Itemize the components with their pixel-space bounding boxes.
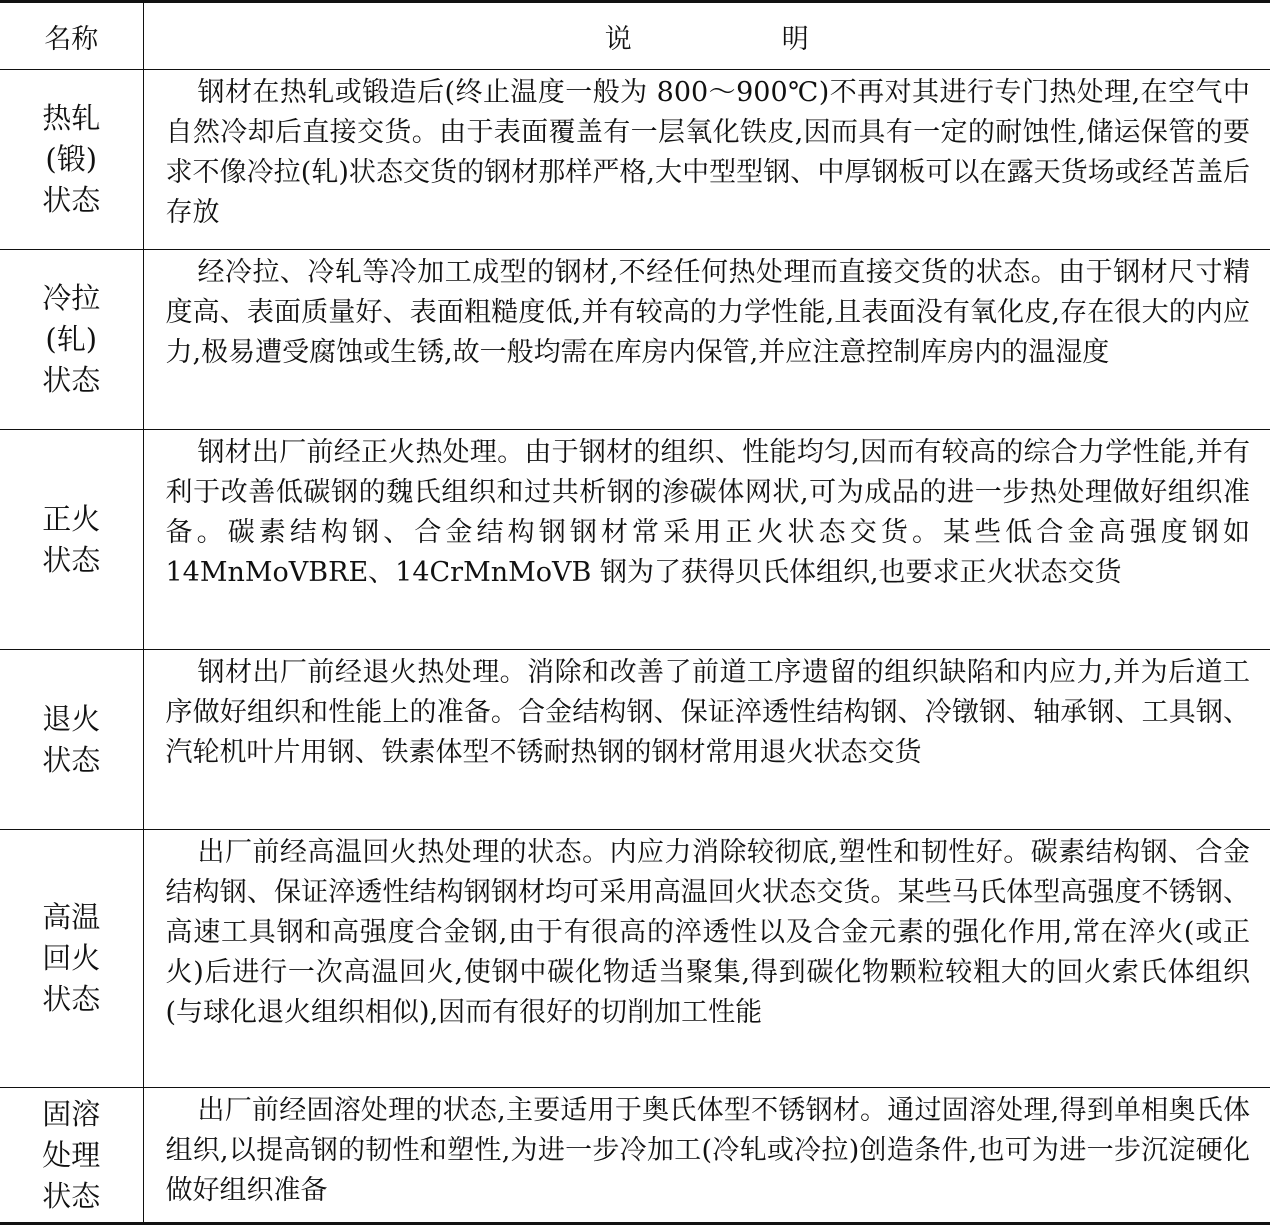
state-name-line: 状态 <box>42 542 101 577</box>
state-name-cell <box>0 70 143 250</box>
state-name-cell <box>0 250 143 430</box>
state-description-text: 出厂前经固溶处理的状态,主要适用于奥氏体型不锈钢材。通过固溶处理,得到单相奥氏体组织,以提高钢的韧性和塑性,为进一步冷加工(冷轧或冷拉)创造条件,也可为进一步沉淀硬化做好组织准备 <box>165 1095 1250 1206</box>
state-name-cell <box>0 430 143 650</box>
state-name-line: 回火 <box>42 941 101 975</box>
table-row <box>0 650 1270 830</box>
delivery-state-table <box>0 3 1270 1222</box>
state-name-line: 固溶 <box>42 1096 101 1131</box>
state-name-line: 高温 <box>42 900 101 934</box>
table-row <box>0 830 1270 1088</box>
table-row <box>0 70 1270 250</box>
state-description-text: 钢材出厂前经退火热处理。消除和改善了前道工序遗留的组织缺陷和内应力,并为后道工序做好组织和性能上的准备。合金结构钢、保证淬透性结构钢、冷镦钢、轴承钢、工具钢、汽轮机叶片用钢、铁素体型不锈耐热钢的钢材常用退火状态交货 <box>165 657 1250 768</box>
state-description-cell <box>143 650 1270 830</box>
state-description-text: 出厂前经高温回火热处理的状态。内应力消除较彻底,塑性和韧性好。碳素结构钢、合金结构钢、保证淬透性结构钢钢材均可采用高温回火状态交货。某些马氏体型高强度不锈钢、高速工具钢和高强度合金钢,由于有很高的淬透性以及合金元素的强化作用,常在淬火(或正火)后进行一次高温回火,使钢中碳化物适当聚集,得到碳化物颗粒较粗大的回火索氏体组织(与球化退火组织相似),因而有很好的切削加工性能 <box>165 837 1250 1028</box>
state-name-line: 状态 <box>42 742 101 777</box>
state-name-cell <box>0 1088 143 1223</box>
state-name-line: 退火 <box>42 701 101 736</box>
table-row <box>0 250 1270 430</box>
table-row <box>0 1088 1270 1223</box>
column-header-description-label: 说明 <box>604 23 959 55</box>
state-description-text: 钢材在热轧或锻造后(终止温度一般为 800～900℃)不再对其进行专门热处理,在空气中自然冷却后直接交货。由于表面覆盖有一层氧化铁皮,因而具有一定的耐蚀性,储运保管的要求不像冷拉(轧)状态交货的钢材那样严格,大中型型钢、中厚钢板可以在露天货场或经苫盖后存放 <box>165 77 1250 228</box>
state-name-line: 热轧 <box>42 101 101 135</box>
state-name-line: 状态 <box>42 982 101 1016</box>
state-name-cell <box>0 650 143 830</box>
state-name-line: 状态 <box>42 363 101 397</box>
column-header-name <box>0 3 143 70</box>
table-header-row <box>0 3 1270 70</box>
state-description-cell <box>143 70 1270 250</box>
state-name-line: 状态 <box>42 183 101 217</box>
state-name-line: 冷拉 <box>42 281 101 315</box>
state-description-cell <box>143 1088 1270 1223</box>
state-name-line: (锻) <box>45 142 98 176</box>
state-name-line: 正火 <box>42 501 101 536</box>
state-name-line: (轧) <box>45 322 98 356</box>
state-description-text: 经冷拉、冷轧等冷加工成型的钢材,不经任何热处理而直接交货的状态。由于钢材尺寸精度高、表面质量好、表面粗糙度低,并有较高的力学性能,且表面没有氧化皮,存在很大的内应力,极易遭受腐蚀或生锈,故一般均需在库房内保管,并应注意控制库房内的温湿度 <box>165 257 1250 368</box>
state-name-line: 状态 <box>42 1178 101 1213</box>
column-header-description <box>143 3 1270 70</box>
column-header-name-label: 名称 <box>44 23 99 55</box>
state-description-cell <box>143 430 1270 650</box>
state-description-cell <box>143 830 1270 1088</box>
state-name-line: 处理 <box>42 1137 101 1172</box>
state-description-text: 钢材出厂前经正火热处理。由于钢材的组织、性能均匀,因而有较高的综合力学性能,并有利于改善低碳钢的魏氏组织和过共析钢的渗碳体网状,可为成品的进一步热处理做好组织准备。碳素结构钢、合金结构钢钢材常采用正火状态交货。某些低合金高强度钢如 14MnMoVBRE、14CrMnMoVB 钢为了获得贝氏体组织,也要求正火状态交货 <box>165 437 1250 588</box>
state-name-cell <box>0 830 143 1088</box>
state-description-cell <box>143 250 1270 430</box>
table-row <box>0 430 1270 650</box>
